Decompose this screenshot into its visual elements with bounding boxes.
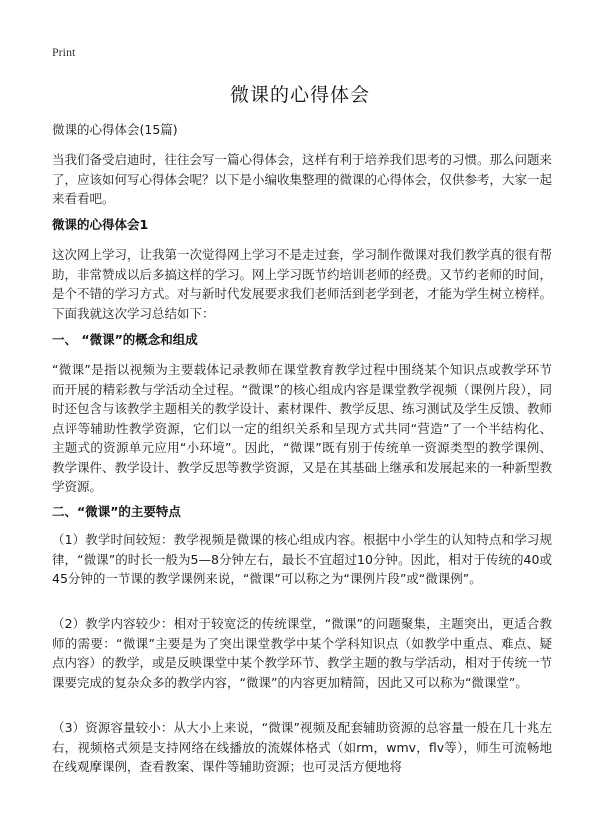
feature-item-1: （1）教学时间较短：教学视频是微课的核心组成内容。根据中小学生的认知特点和学习规律，“微课”的时长一般为5—8分钟左右，最长不宜超过10分钟。因此，相对于传统的40或45分钟的一节课的教学课例来说，“微课”可以称之为“课例片段”或“微课例”。	[52, 532, 552, 586]
intro-paragraph: 当我们备受启迪时，往往会写一篇心得体会，这样有利于培养我们思考的习惯。那么问题来了，应该如何写心得体会呢？以下是小编收集整理的微课的心得体会，仅供参考，大家一起来看看吧。	[52, 152, 553, 206]
feature-item-3: （3）资源容量较小：从大小上来说，“微课”视频及配套辅助资源的总容量一般在几十兆左右，视频格式须是支持网络在线播放的流媒体格式（如rm，wmv，flv等），师生可流畅地在线观摩课例，查看教案、课件等辅助资源；也可灵活方便地将	[52, 720, 552, 774]
page-title: 微课的心得体会	[229, 84, 370, 106]
subsection-heading-features: 二、“微课”的主要特点	[52, 504, 181, 519]
section-heading: 微课的心得体会1	[52, 217, 149, 232]
subsection-heading-concept: 一、 “微课”的概念和组成	[52, 332, 198, 347]
print-link[interactable]: Print	[52, 45, 76, 59]
paragraph: 这次网上学习，让我第一次觉得网上学习不是走过套，学习制作微课对我们教学真的很有帮助，非常赞成以后多搞这样的学习。网上学习既节约培训老师的经费。又节约老师的时间，是个不错的学习方式。对与新时代发展要求我们老师活到老学到老，才能为学生树立榜样。下面我就这次学习总结如下：	[52, 247, 553, 321]
document-subtitle: 微课的心得体会(15篇)	[52, 122, 178, 137]
feature-item-2: （2）教学内容较少：相对于较宽泛的传统课堂，“微课”的问题聚集，主题突出，更适合教师的需要：“微课”主要是为了突出课堂教学中某个学科知识点（如教学中重点、难点、疑点内容）的教学，或是反映课堂中某个教学环节、教学主题的教与学活动，相对于传统一节课要完成的复杂众多的教学内容，“微课”的内容更加精简，因此又可以称为“微课堂”。	[52, 616, 553, 690]
paragraph-concept: “微课”是指以视频为主要载体记录教师在课堂教育教学过程中围绕某个知识点或教学环节而开展的精彩教与学活动全过程。“微课”的核心组成内容是课堂教学视频（课例片段），同时还包含与该教学主题相关的教学设计、素材课件、教学反思、练习测试及学生反馈、教师点评等辅助性教学资源，它们以一定的组织关系和呈现方式共同“营造”了一个半结构化、主题式的资源单元应用“小环境”。因此，“微课”既有别于传统单一资源类型的教学课例、教学课件、教学设计、教学反思等教学资源，又是在其基础上继承和发展起来的一种新型教学资源。	[52, 362, 553, 494]
